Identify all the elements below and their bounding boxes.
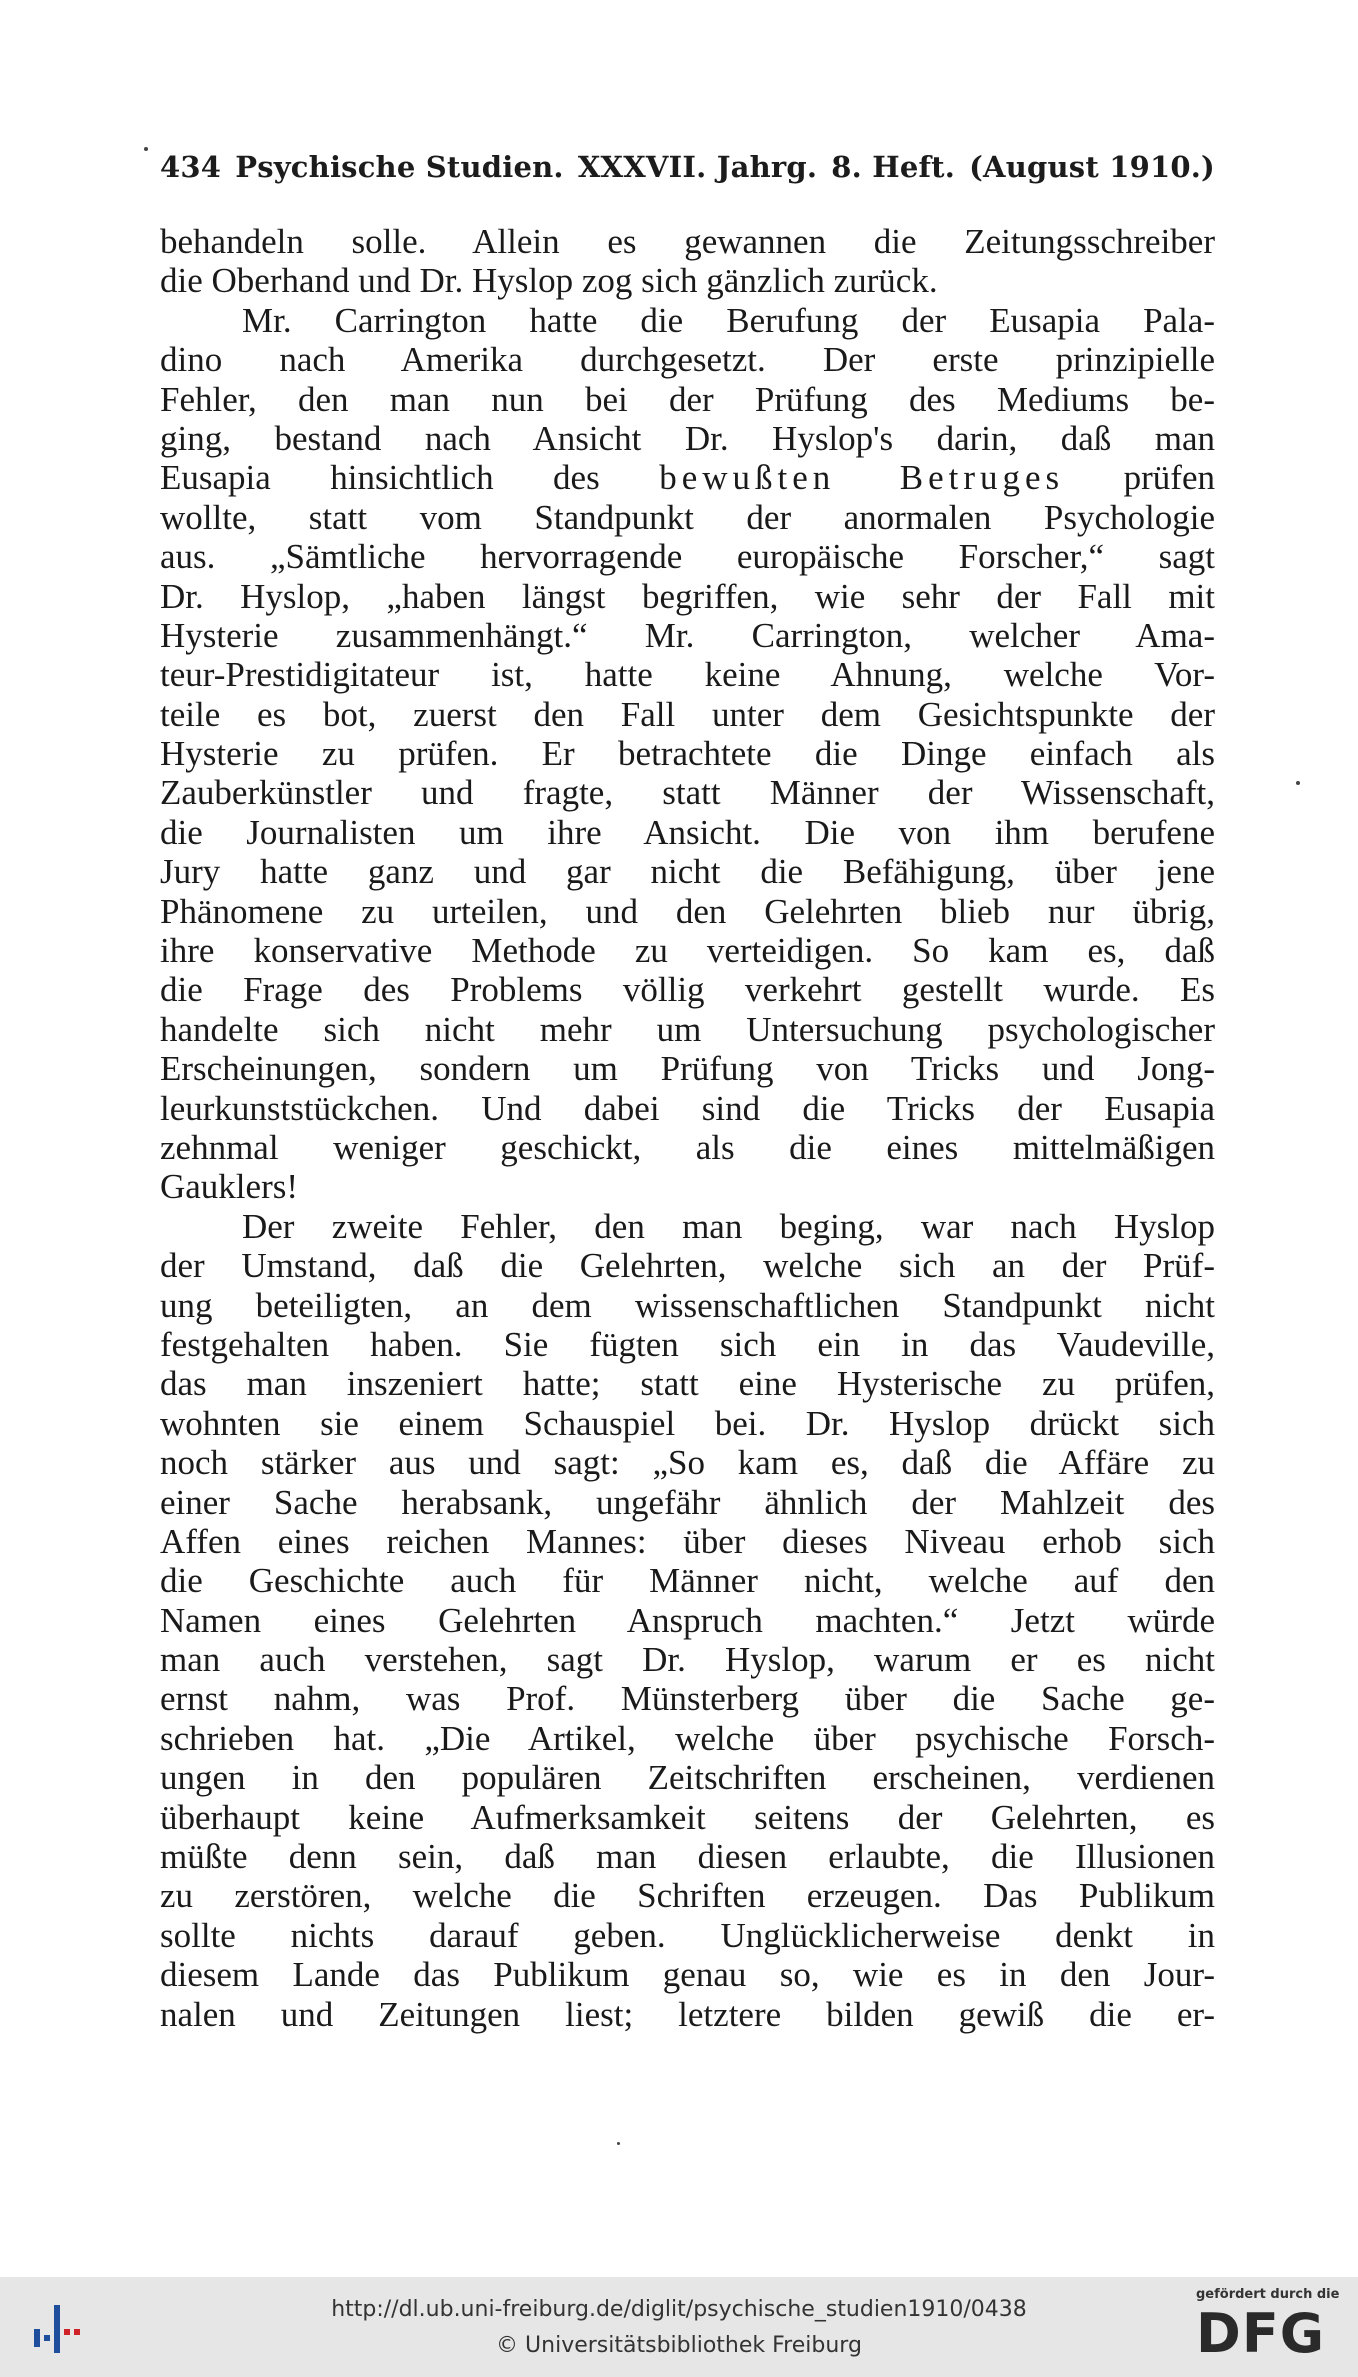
- text-line: ihre konservative Methode zu verteidigen. So kam es, daß: [160, 931, 1215, 971]
- issue: 8. Heft.: [831, 150, 956, 184]
- text-line: behandeln solle. Allein es gewannen die Zeitungsschreiber: [160, 222, 1215, 261]
- text-line: die Frage des Problems völlig verkehrt gestellt wurde. Es: [160, 970, 1215, 1010]
- text-line: leurkunststückchen. Und dabei sind die Tricks der Eusapia: [160, 1088, 1215, 1128]
- text-line: müßte denn sein, daß man diesen erlaubte, die Illusionen: [160, 1837, 1215, 1877]
- text-line: festgehalten haben. Sie fügten sich ein in das Vaudeville,: [160, 1324, 1215, 1364]
- page-number: 434: [160, 150, 222, 184]
- text-line: aus. „Sämtliche hervorragende europäische Forscher,“ sagt: [160, 537, 1215, 577]
- article-body: [160, 222, 1215, 2034]
- emphasized-text: bewußten Betruges: [659, 458, 1065, 498]
- text-line: ung beteiligten, an dem wissenschaftlichen Standpunkt nicht: [160, 1285, 1215, 1325]
- running-head: [160, 150, 1215, 184]
- text-line: Der zweite Fehler, den man beging, war nach Hyslop: [242, 1206, 1215, 1246]
- scan-speck: [144, 147, 148, 151]
- text-line: Fehler, den man nun bei der Prüfung des Mediums be-: [160, 379, 1215, 419]
- text-line: Dr. Hyslop, „haben längst begriffen, wie sehr der Fall mit: [160, 576, 1215, 616]
- text-line: die Journalisten um ihre Ansicht. Die von ihm berufene: [160, 812, 1215, 852]
- text-line: man auch verstehen, sagt Dr. Hyslop, warum er es nicht: [160, 1640, 1215, 1680]
- text-line: diesem Lande das Publikum genau so, wie es in den Jour-: [160, 1955, 1215, 1995]
- viewer-footer: [0, 2277, 1358, 2377]
- text-line: teur-Prestidigitateur ist, hatte keine Ahnung, welche Vor-: [160, 655, 1215, 695]
- text-line: schrieben hat. „Die Artikel, welche über psychische Forsch-: [160, 1718, 1215, 1758]
- text-line: handelte sich nicht mehr um Untersuchung psychologischer: [160, 1009, 1215, 1049]
- text-line: überhaupt keine Aufmerksamkeit seitens der Gelehrten, es: [160, 1797, 1215, 1837]
- text-line: das man inszeniert hatte; statt eine Hysterische zu prüfen,: [160, 1364, 1215, 1404]
- text-line: nalen und Zeitungen liest; letztere bilden gewiß die er-: [160, 1994, 1215, 2034]
- issue-date: (August 1910.): [969, 150, 1215, 184]
- journal-title: Psychische Studien.: [235, 150, 564, 184]
- text-line: noch stärker aus und sagt: „So kam es, daß die Affäre zu: [160, 1443, 1215, 1483]
- text-line: Erscheinungen, sondern um Prüfung von Tricks und Jong-: [160, 1049, 1215, 1089]
- text-line: zu zerstören, welche die Schriften erzeugen. Das Publikum: [160, 1876, 1215, 1916]
- text-line: Jury hatte ganz und gar nicht die Befähigung, über jene: [160, 852, 1215, 892]
- sponsor-logo: [1196, 2287, 1346, 2372]
- text-line: wollte, statt vom Standpunkt der anormalen Psychologie: [160, 497, 1215, 537]
- scan-speck: [617, 2142, 620, 2145]
- volume: XXXVII. Jahrg.: [577, 150, 818, 184]
- text-line: ging, bestand nach Ansicht Dr. Hyslop's darin, daß man: [160, 418, 1215, 458]
- sponsor-caption: gefördert durch die: [1196, 2287, 1340, 2302]
- text-line: ungen in den populären Zeitschriften erscheinen, verdienen: [160, 1758, 1215, 1798]
- text-line: die Geschichte auch für Männer nicht, welche auf den: [160, 1561, 1215, 1601]
- text-line: Gauklers!: [160, 1167, 299, 1207]
- text-line: wohnten sie einem Schauspiel bei. Dr. Hyslop drückt sich: [160, 1403, 1215, 1443]
- text-line: sollte nichts darauf geben. Unglücklicherweise denkt in: [160, 1915, 1215, 1955]
- scan-speck: [1296, 781, 1300, 785]
- text-segment: prüfen: [1123, 458, 1216, 498]
- dfg-logo-icon: DFG: [1196, 2302, 1326, 2365]
- text-line: einer Sache herabsank, ungefähr ähnlich der Mahlzeit des: [160, 1482, 1215, 1522]
- permalink-url[interactable]: http://dl.ub.uni-freiburg.de/diglit/psychische_studien1910/0438: [331, 2297, 1027, 2322]
- text-segment: Eusapia hinsichtlich des: [160, 458, 600, 498]
- text-line: Hysterie zu prüfen. Er betrachtete die Dinge einfach als: [160, 734, 1215, 774]
- text-line: Namen eines Gelehrten Anspruch machten.“ Jetzt würde: [160, 1600, 1215, 1640]
- text-line: Zauberkünstler und fragte, statt Männer der Wissenschaft,: [160, 773, 1215, 813]
- text-line: dino nach Amerika durchgesetzt. Der erste prinzipielle: [160, 340, 1215, 380]
- text-line: Affen eines reichen Mannes: über dieses Niveau erhob sich: [160, 1521, 1215, 1561]
- text-line: Mr. Carrington hatte die Berufung der Eusapia Pala-: [242, 300, 1215, 340]
- text-line: ernst nahm, was Prof. Münsterberg über die Sache ge-: [160, 1679, 1215, 1719]
- text-line: teile es bot, zuerst den Fall unter dem Gesichtspunkte der: [160, 694, 1215, 734]
- text-line: der Umstand, daß die Gelehrten, welche sich an der Prüf-: [160, 1246, 1215, 1286]
- copyright-notice: © Universitätsbibliothek Freiburg: [496, 2333, 862, 2358]
- text-line: die Oberhand und Dr. Hyslop zog sich gänzlich zurück.: [160, 261, 938, 301]
- text-line-spaced: [160, 458, 1215, 497]
- text-line: zehnmal weniger geschickt, als die eines mittelmäßigen: [160, 1127, 1215, 1167]
- text-line: Phänomene zu urteilen, und den Gelehrten blieb nur übrig,: [160, 891, 1215, 931]
- text-line: Hysterie zusammenhängt.“ Mr. Carrington, welcher Ama-: [160, 615, 1215, 655]
